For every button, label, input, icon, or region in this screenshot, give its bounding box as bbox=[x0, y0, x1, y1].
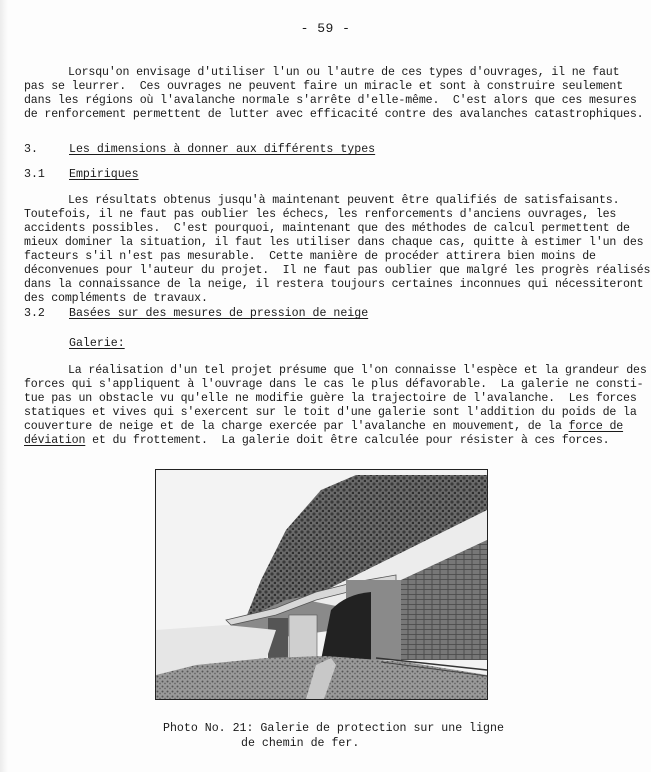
s31-line-1: Les résultats obtenus jusqu'à maintenant peuvent être qualifiés de satisfaisants. bbox=[68, 194, 620, 207]
avalanche-gallery-photo-illustration bbox=[156, 470, 487, 699]
intro-line-2: pas se leurrer. Ces ouvrages ne peuvent faire un miracle et sont à construire seulement bbox=[24, 80, 624, 93]
s31-line-3: accidents possibles. C'est pourquoi, maintenant que des méthodes de calcul permettent de bbox=[24, 222, 630, 235]
intro-line-1: Lorsqu'on envisage d'utiliser l'un ou l'autre de ces types d'ouvrages, il ne faut bbox=[68, 66, 620, 79]
s31-line-8: des compléments de travaux. bbox=[24, 292, 208, 305]
s32-line-6-text: et du frottement. La galerie doit être calculée pour résister à ces forces. bbox=[85, 434, 610, 447]
deviation-underlined: déviation bbox=[24, 434, 86, 447]
s31-line-7: dans la connaissance de la neige, il restera toujours certaines inconnues qui nécessiteront bbox=[24, 278, 644, 291]
s31-line-2: Toutefois, il ne faut pas oublier les échecs, les renforcements d'anciens ouvrages, les bbox=[24, 208, 617, 221]
scan-edge-shadow bbox=[0, 0, 8, 772]
s32-line-6 bbox=[24, 434, 609, 448]
s32-line-5 bbox=[24, 420, 623, 434]
s32-line-3: tue pas un obstacle vu qu'elle ne modifie guère la trajectoire de l'avalanche. Les forces bbox=[24, 392, 637, 405]
s31-line-6: déconvenues pour l'auteur du projet. Il ne faut pas oublier que malgré les progrès réalisés bbox=[24, 264, 651, 277]
galerie-subheading: Galerie: bbox=[69, 337, 125, 350]
section-3-1-title: Empiriques bbox=[69, 168, 139, 181]
section-3-title: Les dimensions à donner aux différents types bbox=[69, 143, 376, 156]
section-3-1-number: 3.1 bbox=[24, 168, 45, 181]
gallery-photo bbox=[155, 469, 488, 700]
section-3-2-number: 3.2 bbox=[24, 307, 45, 320]
intro-line-3: dans les régions où l'avalanche normale s'arrête d'elle-même. C'est alors que ces mesures bbox=[24, 94, 637, 107]
photo-caption-line-1: Photo No. 21: Galerie de protection sur une ligne bbox=[163, 722, 504, 735]
s32-line-5-text: couverture de neige et de la charge exercée par l'avalanche en mouvement, de la bbox=[24, 420, 569, 433]
s31-line-4: mieux dominer la situation, il faut les utiliser dans chaque cas, quitte à estimer l'un des bbox=[24, 236, 644, 249]
section-3-2-title: Basées sur des mesures de pression de neige bbox=[69, 307, 369, 320]
s32-line-2: forces qui s'appliquent à l'ouvrage dans le cas le plus défavorable. La galerie ne consti- bbox=[24, 378, 644, 391]
photo-caption-line-2: de chemin de fer. bbox=[241, 737, 360, 750]
section-3-number: 3. bbox=[24, 143, 38, 156]
intro-line-4: de renforcement permettent de lutter avec efficacité contre des avalanches catastrophiques. bbox=[24, 108, 644, 121]
page-number: - 59 - bbox=[300, 21, 351, 36]
s31-line-5: facteurs s'il n'est pas mesurable. Cette manière de procéder attirera bien moins de bbox=[24, 250, 596, 263]
s32-line-4: statiques et vives qui s'exercent sur le toit d'une galerie sont l'addition du poids de la bbox=[24, 406, 637, 419]
s32-line-1: La réalisation d'un tel projet présume que l'on connaisse l'espèce et la grandeur des bbox=[68, 364, 647, 377]
force-de-underlined: force de bbox=[568, 420, 624, 433]
